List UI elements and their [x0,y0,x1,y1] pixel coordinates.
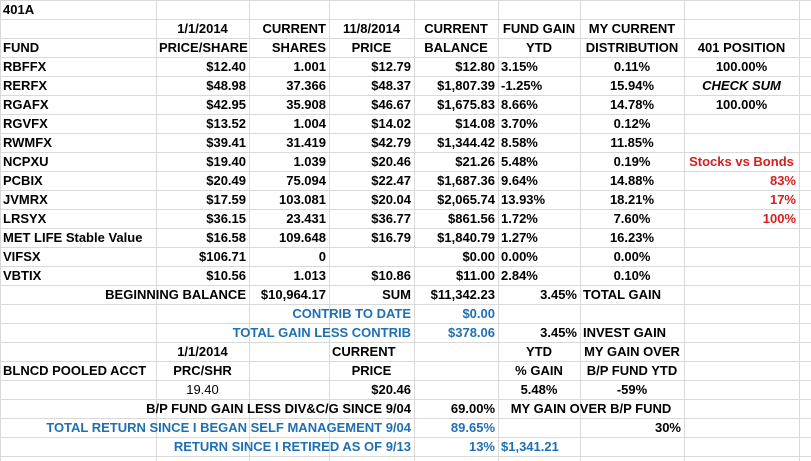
fund-shares: 109.648 [279,230,326,245]
fund-distribution: 0.19% [613,154,651,169]
fund-price-share: $10.56 [206,268,246,283]
pooled-prc-shr-label: PRC/SHR [173,363,232,378]
fund-balance: $21.26 [455,154,495,169]
bp-gain-less-div-label: B/P FUND GAIN LESS DIV&C/G SINCE 9/04 [146,401,411,416]
fund-gain-ytd: 9.64% [501,173,538,188]
retired-return-amount: $1,341.21 [501,439,559,454]
header-401-position: 401 POSITION [697,40,786,55]
fund-price-share: $48.98 [206,78,246,93]
fund-gain-ytd: 5.48% [501,154,538,169]
header-fund: FUND [3,40,40,55]
fund-price-share: $12.40 [206,59,246,74]
header-distribution: DISTRIBUTION [585,40,679,55]
fund-current-price: $14.02 [371,116,411,131]
fund-name: RERFX [3,78,48,93]
fund-price-share: $19.40 [206,154,246,169]
fund-current-price: $22.47 [371,173,411,188]
fund-balance: $1,840.79 [437,230,495,245]
fund-distribution: 14.78% [609,97,655,112]
contrib-to-date-label: CONTRIB TO DATE [292,306,411,321]
fund-shares: 75.094 [286,173,326,188]
fund-current-price: $20.46 [371,154,411,169]
header-shares: SHARES [271,40,326,55]
fund-distribution: 7.60% [613,211,651,226]
pooled-account-name: BLNCD POOLED ACCT [3,363,147,378]
fund-balance: $1,687.36 [437,173,495,188]
fund-name: JVMRX [3,192,48,207]
stocks-vs-bonds-label: Stocks vs Bonds [689,154,794,169]
fund-name: RBFFX [3,59,47,74]
pooled-pct-gain-label: % GAIN [515,363,563,378]
position-total-2: 100.00% [715,97,768,112]
retired-return-label: RETURN SINCE I RETIRED AS OF 9/13 [173,439,411,454]
fund-shares: 23.431 [286,211,326,226]
fund-distribution: 15.94% [609,78,655,93]
fund-shares: 1.001 [293,59,326,74]
fund-gain-ytd: 1.72% [501,211,538,226]
fund-current-price: $12.79 [371,59,411,74]
fund-balance: $12.80 [455,59,495,74]
my-gain-over-bp-label: MY GAIN OVER B/P FUND [510,401,672,416]
pooled-gain-value: 5.48% [520,382,558,397]
fund-name: RGAFX [3,97,49,112]
fund-distribution: 18.21% [609,192,655,207]
retired-return-percent: 13% [468,439,495,454]
fund-distribution: 0.00% [613,249,651,264]
fund-current-price: $10.86 [371,268,411,283]
check-sum-label: CHECK SUM [702,78,781,93]
fund-name: NCPXU [3,154,49,169]
total-gain-label: TOTAL GAIN [583,287,661,302]
fund-price-share: $42.95 [206,97,246,112]
fund-shares: 1.013 [293,268,326,283]
self-management-return-label: TOTAL RETURN SINCE I BEGAN SELF MANAGEMENT 9/04 [46,420,411,435]
fund-name: PCBIX [3,173,43,188]
fund-gain-ytd: 2.84% [501,268,538,283]
fund-name: RWMFX [3,135,52,150]
fund-balance: $1,675.83 [437,97,495,112]
header-date-now: 11/8/2014 [342,21,401,36]
fund-balance: $861.56 [448,211,495,226]
sheet-title: 401A [3,2,35,17]
fund-distribution: 14.88% [609,173,655,188]
fund-shares: 0 [318,249,326,264]
fund-name: RGVFX [3,116,48,131]
fund-current-price: $46.67 [371,97,411,112]
fund-balance: $1,344.42 [437,135,495,150]
pooled-date: 1/1/2014 [177,344,228,359]
fund-balance: $1,807.39 [437,78,495,93]
fund-shares: 37.366 [286,78,326,93]
fund-current-price [329,247,414,266]
header-current-shares-top: CURRENT [262,21,326,36]
fund-distribution: 0.11% [613,59,651,74]
sum-value: $11,342.23 [430,287,495,302]
fund-gain-ytd: 13.93% [501,192,546,207]
invest-gain-percent: 3.45% [540,325,577,340]
fund-gain-ytd: 8.58% [501,135,538,150]
self-management-return-value: 89.65% [450,420,495,435]
fund-balance: $14.08 [455,116,495,131]
fund-current-price: $48.37 [371,78,411,93]
pooled-ytd-label: YTD [526,344,552,359]
fund-distribution: 11.85% [610,135,654,150]
pooled-current-label: CURRENT [332,344,396,359]
fund-price-share: $20.49 [206,173,246,188]
fund-gain-ytd: 3.15% [501,59,538,74]
fund-current-price: $20.04 [371,192,411,207]
header-fund-gain: FUND GAIN [502,21,576,36]
contrib-to-date-value: $0.00 [462,306,495,321]
gain-less-contrib-label: TOTAL GAIN LESS CONTRIB [232,325,411,340]
fund-balance: $11.00 [455,268,495,283]
fund-price-share: $106.71 [199,249,246,264]
allocation-total-percent: 100% [762,211,796,226]
fund-current-price: $42.79 [371,135,411,150]
fund-name: LRSYX [3,211,47,226]
fund-distribution: 0.12% [613,116,651,131]
fund-shares: 31.419 [286,135,326,150]
fund-gain-ytd: 0.00% [501,249,538,264]
beginning-balance-value: $10,964.17 [260,287,326,302]
gain-over-bp-value: 30% [654,420,681,435]
pooled-bp-fund-ytd-label: B/P FUND YTD [586,363,678,378]
fund-gain-ytd: -1.25% [501,78,543,93]
header-price-share: PRICE/SHARE [159,40,248,55]
fund-gain-ytd: 8.66% [501,97,538,112]
beginning-balance-label: BEGINNING BALANCE [105,287,246,302]
invest-gain-label: INVEST GAIN [583,325,667,340]
pooled-price-value: $20.46 [371,382,411,397]
fund-shares: 1.004 [293,116,326,131]
gain-less-contrib-value: $378.06 [448,325,495,340]
pooled-over-value: -59% [616,382,648,397]
fund-gain-ytd: 3.70% [501,116,538,131]
header-date-start: 1/1/2014 [177,21,228,36]
fund-distribution: 0.10% [613,268,651,283]
fund-price-share: $17.59 [206,192,246,207]
fund-name: MET LIFE Stable Value [3,230,143,245]
fund-price-share: $13.52 [206,116,246,131]
fund-name: VBTIX [3,268,42,283]
fund-shares: 35.908 [286,97,326,112]
position-total-1: 100.00% [715,59,768,74]
bp-gain-less-div-value: 69.00% [450,401,495,416]
fund-balance: $0.00 [462,249,495,264]
fund-gain-ytd: 1.27% [501,230,538,245]
pooled-my-gain-over-label: MY GAIN OVER [584,344,680,359]
total-gain-percent: 3.45% [540,287,577,302]
fund-current-price: $16.79 [371,230,411,245]
fund-current-price: $36.77 [371,211,411,226]
header-ytd: YTD [526,40,552,55]
sum-label: SUM [382,287,411,302]
header-balance: BALANCE [424,40,488,55]
header-current-balance-top: CURRENT [424,21,488,36]
fund-shares: 103.081 [279,192,326,207]
fund-shares: 1.039 [293,154,326,169]
fund-price-share: $16.58 [206,230,246,245]
fund-balance: $2,065.74 [437,192,495,207]
header-price: PRICE [351,40,392,55]
fund-distribution: 16.23% [609,230,655,245]
fund-name: VIFSX [3,249,41,264]
stocks-percent: 83% [769,173,796,188]
fund-price-share: $36.15 [206,211,246,226]
pooled-prc-value: 19.40 [186,382,219,397]
fund-price-share: $39.41 [206,135,246,150]
bonds-percent: 17% [769,192,796,207]
pooled-price-label: PRICE [351,363,392,378]
header-my-current: MY CURRENT [588,21,676,36]
